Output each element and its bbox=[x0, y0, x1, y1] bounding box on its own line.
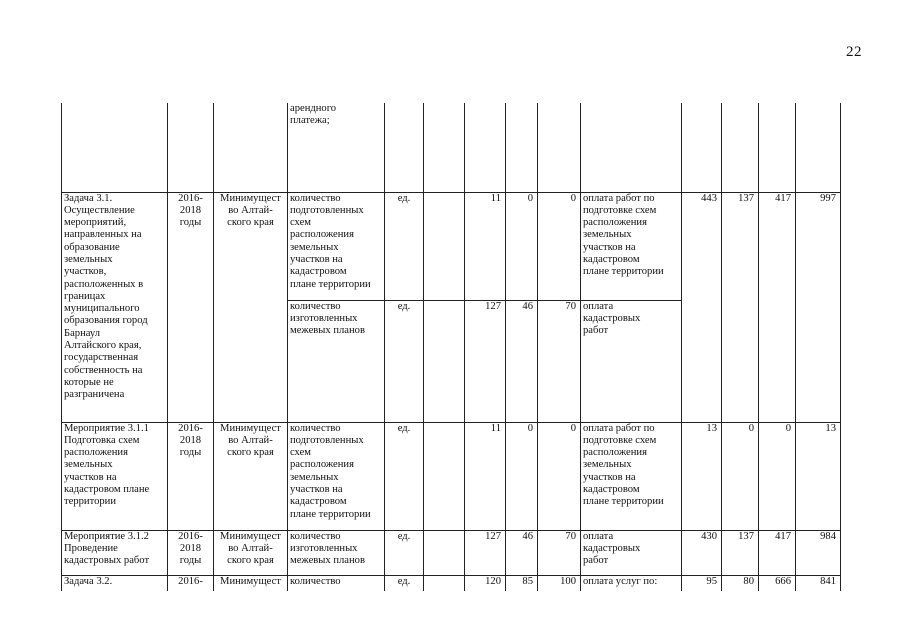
cell-period bbox=[168, 103, 214, 192]
cell-base bbox=[424, 530, 465, 575]
page-number: 22 bbox=[846, 44, 862, 60]
cell-value-2016: 127 bbox=[465, 300, 506, 422]
cell-indicator: количество подготовленных схем расположения земельных участков на кадастровом плане территории bbox=[288, 422, 385, 530]
cell-executor: Минимущест во Алтай- ского края bbox=[214, 530, 288, 575]
cell-financing: оплата кадастровых работ bbox=[581, 300, 682, 422]
cell-financing: оплата работ по подготовке схем расположения земельных участков на кадастровом плане территории bbox=[581, 422, 682, 530]
cell-period: 2016- 2018 годы bbox=[168, 530, 214, 575]
cell-base bbox=[424, 192, 465, 300]
cell-indicator: количество bbox=[288, 575, 385, 591]
cell-executor: Минимущест bbox=[214, 575, 288, 591]
cell-base bbox=[424, 300, 465, 422]
cell-indicator: арендного платежа; bbox=[288, 103, 385, 192]
table-row-task-3-2 bbox=[62, 575, 841, 591]
cell-money-2016: 443 bbox=[682, 192, 722, 422]
cell-base bbox=[424, 422, 465, 530]
cell-value-2018 bbox=[538, 103, 581, 192]
cell-name: Задача 3.1. Осуществление мероприятий, направленных на образование земельных участков, расположенных в границах муниципального образования город Барнаул Алтайского края, государственная собственность на которые не разграничена bbox=[62, 192, 168, 422]
cell-money-2017: 137 bbox=[722, 192, 759, 422]
cell-value-2018: 70 bbox=[538, 530, 581, 575]
cell-name bbox=[62, 103, 168, 192]
cell-executor bbox=[214, 103, 288, 192]
cell-unit: ед. bbox=[385, 192, 424, 300]
cell-money-total: 13 bbox=[796, 422, 841, 530]
table-row-task-3-1 bbox=[62, 192, 841, 300]
cell-value-2018: 70 bbox=[538, 300, 581, 422]
cell-value-2016: 11 bbox=[465, 192, 506, 300]
cell-money-2018 bbox=[759, 103, 796, 192]
cell-money-2016 bbox=[682, 103, 722, 192]
cell-executor: Минимущест во Алтай- ского края bbox=[214, 192, 288, 422]
cell-value-2016: 120 bbox=[465, 575, 506, 591]
cell-value-2018: 0 bbox=[538, 422, 581, 530]
cell-indicator: количество изготовленных межевых планов bbox=[288, 530, 385, 575]
cell-period: 2016- bbox=[168, 575, 214, 591]
cell-indicator: количество изготовленных межевых планов bbox=[288, 300, 385, 422]
cell-period: 2016- 2018 годы bbox=[168, 422, 214, 530]
cell-money-2018: 417 bbox=[759, 530, 796, 575]
cell-period: 2016- 2018 годы bbox=[168, 192, 214, 422]
cell-base bbox=[424, 103, 465, 192]
cell-unit: ед. bbox=[385, 575, 424, 591]
cell-value-2017: 85 bbox=[506, 575, 538, 591]
cell-financing: оплата услуг по: bbox=[581, 575, 682, 591]
cell-money-total bbox=[796, 103, 841, 192]
cell-unit: ед. bbox=[385, 300, 424, 422]
cell-value-2017: 46 bbox=[506, 300, 538, 422]
cell-financing: оплата работ по подготовке схем расположения земельных участков на кадастровом плане территории bbox=[581, 192, 682, 300]
cell-money-total: 984 bbox=[796, 530, 841, 575]
cell-name: Мероприятие 3.1.2 Проведение кадастровых работ bbox=[62, 530, 168, 575]
cell-money-2017 bbox=[722, 103, 759, 192]
cell-money-2016: 13 bbox=[682, 422, 722, 530]
cell-value-2017 bbox=[506, 103, 538, 192]
cell-value-2016 bbox=[465, 103, 506, 192]
cell-money-2018: 0 bbox=[759, 422, 796, 530]
cell-indicator: количество подготовленных схем расположения земельных участков на кадастровом плане территории bbox=[288, 192, 385, 300]
cell-money-2017: 137 bbox=[722, 530, 759, 575]
cell-name: Задача 3.2. bbox=[62, 575, 168, 591]
table-row-continuation bbox=[62, 103, 841, 192]
cell-value-2017: 0 bbox=[506, 192, 538, 300]
cell-name: Мероприятие 3.1.1 Подготовка схем расположения земельных участков на кадастровом плане территории bbox=[62, 422, 168, 530]
table-row-event-3-1-2 bbox=[62, 530, 841, 575]
table-row-event-3-1-1 bbox=[62, 422, 841, 530]
cell-unit: ед. bbox=[385, 422, 424, 530]
cell-money-2018: 666 bbox=[759, 575, 796, 591]
cell-money-total: 997 bbox=[796, 192, 841, 422]
cell-financing bbox=[581, 103, 682, 192]
cell-value-2018: 0 bbox=[538, 192, 581, 300]
cell-money-2017: 80 bbox=[722, 575, 759, 591]
cell-executor: Минимущест во Алтай- ского края bbox=[214, 422, 288, 530]
cell-money-2016: 95 bbox=[682, 575, 722, 591]
cell-financing: оплата кадастровых работ bbox=[581, 530, 682, 575]
cell-base bbox=[424, 575, 465, 591]
cell-money-2017: 0 bbox=[722, 422, 759, 530]
cell-value-2016: 11 bbox=[465, 422, 506, 530]
program-table bbox=[61, 103, 841, 591]
cell-money-total: 841 bbox=[796, 575, 841, 591]
cell-value-2016: 127 bbox=[465, 530, 506, 575]
cell-money-2016: 430 bbox=[682, 530, 722, 575]
cell-money-2018: 417 bbox=[759, 192, 796, 422]
cell-value-2018: 100 bbox=[538, 575, 581, 591]
cell-value-2017: 0 bbox=[506, 422, 538, 530]
cell-value-2017: 46 bbox=[506, 530, 538, 575]
cell-unit: ед. bbox=[385, 530, 424, 575]
cell-unit bbox=[385, 103, 424, 192]
